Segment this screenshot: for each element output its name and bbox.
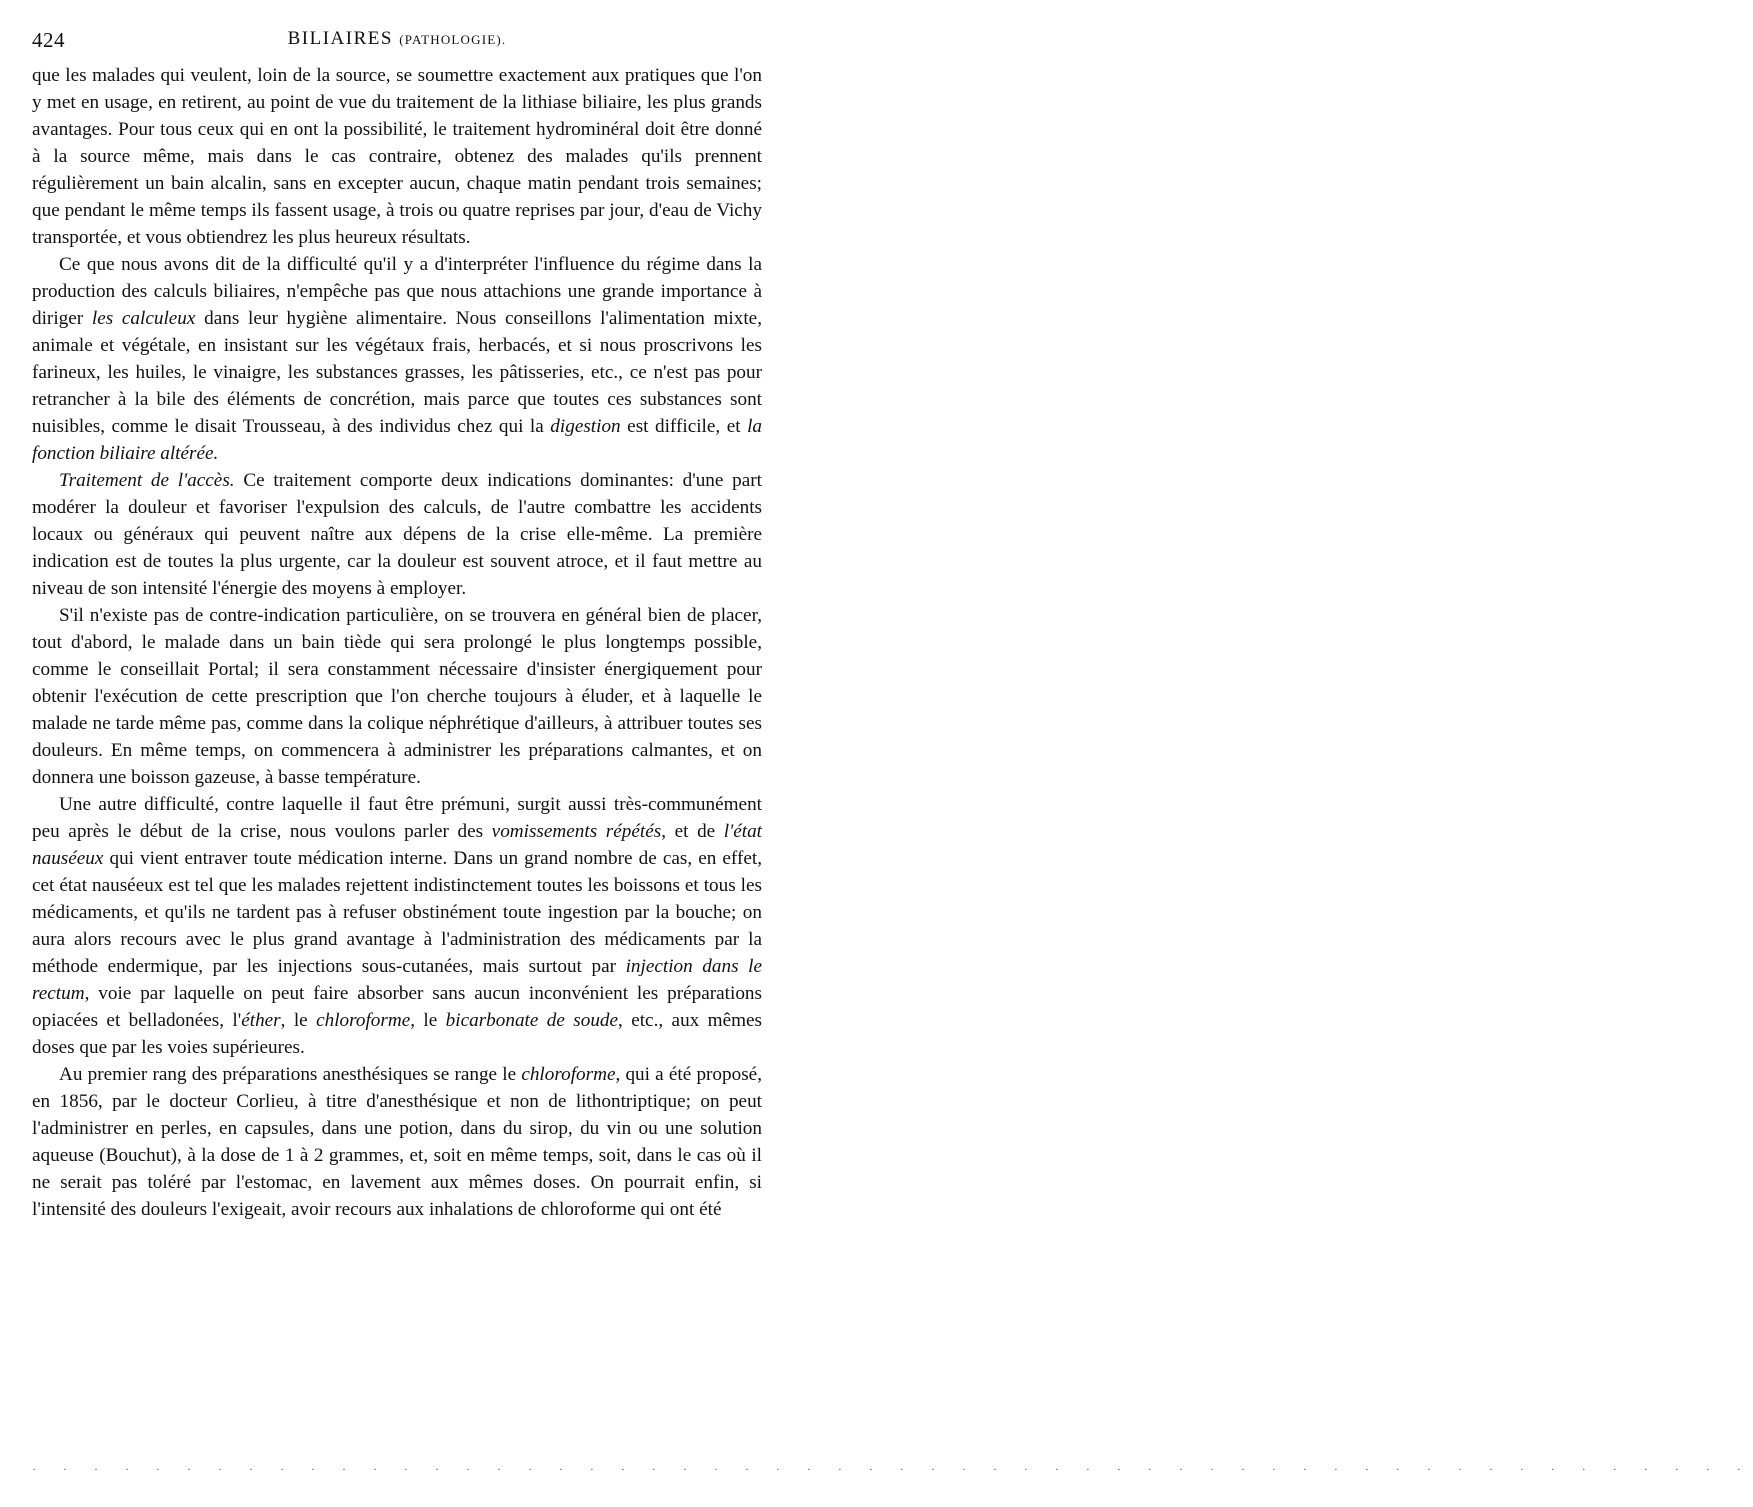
text-run: , qui a été proposé, en 1856, par le docteur Corlieu, à titre d'anesthésique et non de lithontriptique; on peut l'administrer en perles, en capsules, dans une potion, dans du sirop, du vin ou une solution aqueuse (Bouchut), à la dose de 1 à 2 grammes, et, soit en même temps, soit, dans le cas où il ne serait pas toléré par l'estomac, en lavement aux mêmes doses. On pourrait enfin, si l'intensité des douleurs l'exigeait, avoir recours aux inhalations de chloroforme qui ont été	[32, 1064, 762, 1220]
italic-run: la fonction biliaire altérée.	[32, 416, 763, 464]
text-run: qui vient entraver toute médication interne. Dans un grand nombre de cas, en effet, cet état nauséeux est tel que les malades rejettent indistinctement toutes les boissons et tous les médicaments, et qu'ils ne tardent pas à refuser obstinément toute ingestion par la bouche; on aura alors recours avec le plus grand avantage à l'administration des médicaments par la méthode endermique, par les injections sous-cutanées, mais surtout par	[32, 848, 762, 977]
paragraph-1	[32, 62, 762, 251]
paragraph-5	[32, 791, 762, 1061]
text-run: , le	[280, 1010, 317, 1031]
paragraph-6	[32, 1061, 762, 1223]
text-run: , le	[410, 1010, 446, 1031]
text-run: S'il n'existe pas de contre-indication particulière, on se trouvera en général bien de placer, tout d'abord, le malade dans un bain tiède qui sera prolongé le plus longtemps possible, comme le conseillait Portal; il sera constamment nécessaire d'insister énergiquement pour obtenir l'exécution de cette prescription que l'on cherche toujours à éluder, et à laquelle le malade ne tarde même pas, comme dans la colique néphrétique d'ailleurs, à attribuer toutes ses douleurs. En même temps, on commencera à administrer les préparations calmantes, et on donnera une boisson gazeuse, à basse température.	[32, 605, 762, 788]
italic-run: les calculeux	[91, 308, 196, 329]
italic-run: digestion	[550, 416, 621, 437]
text-run: Au premier rang des préparations anesthésiques se range le	[59, 1064, 522, 1085]
italic-run: injection dans le rectum	[32, 956, 762, 1004]
text-run: , et de	[661, 821, 724, 842]
italic-run: éther	[241, 1010, 281, 1031]
section-heading: Traitement de l'accès.	[59, 470, 235, 491]
italic-run: vomissements répétés	[491, 821, 662, 842]
text-run: que les malades qui veulent, loin de la source, se soumettre exactement aux pratiques que l'on y met en usage, en retirent, au point de vue du traitement de la lithiase biliaire, les plus grands avantages. Pour tous ceux qui en ont la possibilité, le traitement hydrominéral doit être donné à la source même, mais dans le cas contraire, obtenez des malades qu'ils prennent régulièrement un bain alcalin, sans en excepter aucun, chaque matin pendant trois semaines; que pendant le même temps ils fassent usage, à trois ou quatre reprises par jour, d'eau de Vichy transportée, et vous obtiendrez les plus heureux résultats.	[32, 65, 762, 248]
text-run: Ce traitement comporte deux indications dominantes: d'une part modérer la douleur et favoriser l'expulsion des calculs, de l'autre combattre les accidents locaux ou généraux qui peuvent naître aux dépens de la crise elle-même. La première indication est de toutes la plus urgente, car la douleur est souvent atroce, et il faut mettre au niveau de son intensité l'énergie des moyens à employer.	[32, 470, 762, 599]
italic-run: chloroforme	[521, 1064, 616, 1085]
paragraph-2	[32, 251, 762, 467]
page-number: 424	[32, 28, 65, 52]
text-run: , voie par laquelle on peut faire absorber sans aucun inconvénient les préparations opiacées et belladonées, l'	[32, 983, 762, 1031]
text-run: Une autre difficulté, contre laquelle il faut être prémuni, surgit aussi très-communément peu après le début de la crise, nous voulons parler des	[32, 794, 762, 842]
scan-noise-divider: · · · · · · · · · · · · · · · · · · · · · · · · · · · · · · · · · · · · · · · · · · · · · · · · · · · · · · · ·	[32, 1462, 1753, 1476]
italic-run: l'état nauséeux	[32, 821, 763, 869]
italic-run: chloroforme	[316, 1010, 411, 1031]
italic-run: bicarbonate de soude	[445, 1010, 619, 1031]
running-title-main: BILIAIRES	[287, 28, 393, 49]
text-run: est difficile, et	[620, 416, 748, 437]
text-run: , etc., aux mêmes doses que par les voies supérieures.	[32, 1010, 762, 1058]
running-header	[32, 28, 762, 58]
running-title	[32, 28, 762, 50]
text-run: dans leur hygiène alimentaire. Nous conseillons l'alimentation mixte, animale et végétale, en insistant sur les végétaux frais, herbacés, et si nous proscrivons les farineux, les huiles, le vinaigre, les substances grasses, les pâtisseries, etc., ce n'est pas pour retrancher à la bile des éléments de concrétion, mais parce que toutes ces substances sont nuisibles, comme le disait Trousseau, à des individus chez qui la	[32, 308, 762, 437]
running-title-sub: (PATHOLOGIE).	[399, 32, 507, 47]
paragraph-4	[32, 602, 762, 791]
paragraph-3	[32, 467, 762, 602]
body-text	[32, 62, 762, 1223]
text-run: Ce que nous avons dit de la difficulté qu'il y a d'interpréter l'influence du régime dans la production des calculs biliaires, n'empêche pas que nous attachions une grande importance à diriger	[32, 254, 762, 329]
